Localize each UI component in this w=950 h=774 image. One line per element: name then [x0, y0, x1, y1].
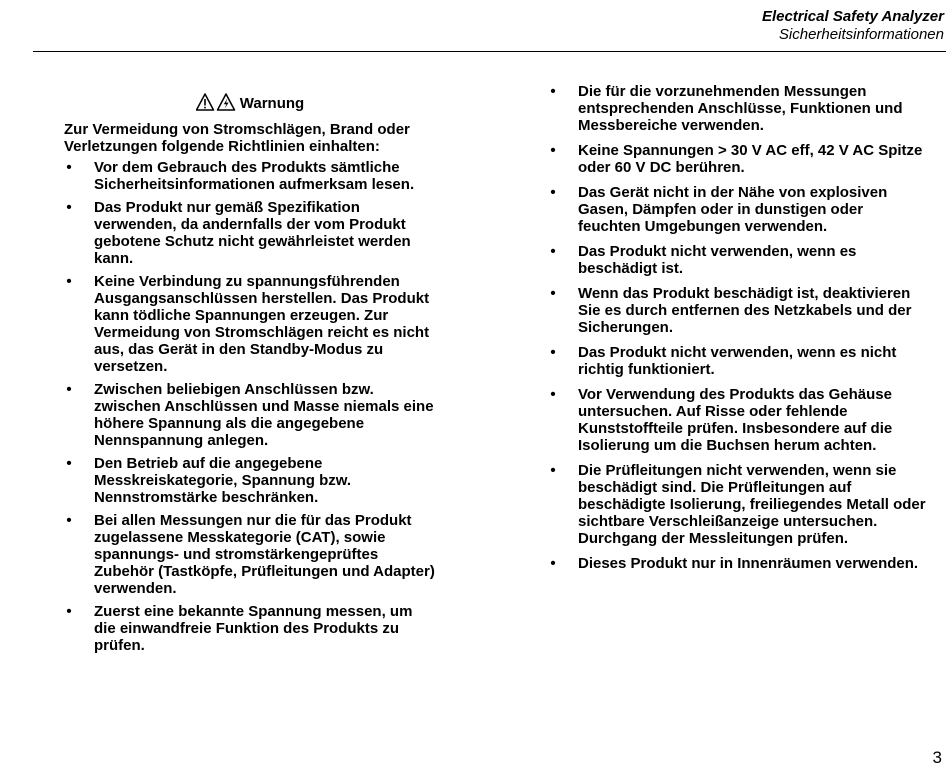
list-item-text: Keine Verbindung zu spannungsführenden Ausgangsanschlüssen herstellen. Das Produkt kann tödliche Spannungen erzeugen. Zur Vermeidung von Stromschlägen reicht es nicht aus, das Gerät in den Standby-Modus zu versetzen.: [94, 273, 430, 375]
list-item: [548, 243, 928, 277]
list-item: [64, 512, 436, 597]
bullet-icon: •: [66, 603, 72, 620]
warning-heading: [64, 93, 436, 115]
bullet-icon: •: [550, 344, 556, 361]
list-item-text: Die für die vorzunehmenden Messungen entsprechenden Anschlüsse, Funktionen und Messbereiche verwenden.: [578, 83, 903, 134]
list-item-text: Dieses Produkt nur in Innenräumen verwenden.: [578, 555, 919, 572]
list-item: [548, 344, 928, 378]
bullet-icon: •: [550, 285, 556, 302]
right-warning-list: [548, 83, 928, 572]
list-item-text: Vor dem Gebrauch des Produkts sämtliche Sicherheitsinformationen aufmerksam lesen.: [94, 159, 415, 193]
list-item-text: Wenn das Produkt beschädigt ist, deaktivieren Sie es durch entfernen des Netzkabels und der Sicherungen.: [578, 285, 912, 336]
list-item: [548, 142, 928, 176]
list-item-text: Bei allen Messungen nur die für das Produkt zugelassene Messkategorie (CAT), sowie spannungs- und stromstärkengeprüftes Zubehör (Tastköpfe, Prüfleitungen und Adapter) verwenden.: [94, 512, 435, 597]
list-item-text: Das Produkt nicht verwenden, wenn es beschädigt ist.: [578, 243, 857, 277]
bullet-icon: •: [550, 462, 556, 479]
bullet-icon: •: [550, 184, 556, 201]
bullet-icon: •: [66, 512, 72, 529]
bullet-icon: •: [66, 455, 72, 472]
header-title: Electrical Safety Analyzer: [761, 8, 944, 25]
left-warning-list: [64, 159, 436, 654]
page-number: 3: [932, 748, 942, 767]
high-voltage-warning-icon: [217, 94, 234, 110]
list-item-text: Das Gerät nicht in der Nähe von explosiven Gasen, Dämpfen oder in dunstigen oder feuchten Umgebungen verwenden.: [578, 184, 888, 235]
list-item: [548, 555, 928, 572]
left-column: [64, 93, 436, 660]
page-header: [762, 8, 944, 44]
warning-intro: Zur Vermeidung von Stromschlägen, Brand oder Verletzungen folgende Richtlinien einhalten:: [64, 121, 410, 155]
bullet-icon: •: [66, 381, 72, 398]
bullet-icon: •: [550, 555, 556, 572]
list-item: [548, 386, 928, 454]
list-item-text: Die Prüfleitungen nicht verwenden, wenn sie beschädigt sind. Die Prüfleitungen auf beschädigte Isolierung, freiliegendes Metall oder sichtbare Verschleißanzeige untersuchen. Durchgang der Messleitungen prüfen.: [578, 462, 926, 547]
list-item-text: Den Betrieb auf die angegebene Messkreiskategorie, Spannung bzw. Nennstromstärke beschränken.: [94, 455, 352, 506]
bullet-icon: •: [550, 83, 556, 100]
list-item: [548, 83, 928, 134]
bullet-icon: •: [66, 159, 72, 176]
bullet-icon: •: [550, 386, 556, 403]
list-item-text: Zwischen beliebigen Anschlüssen bzw. zwischen Anschlüssen und Masse niemals eine höhere Spannung als die angegebene Nennspannung anlegen.: [94, 381, 434, 449]
bullet-icon: •: [550, 243, 556, 260]
bullet-icon: •: [66, 273, 72, 290]
list-item: [548, 462, 928, 547]
list-item-text: Keine Spannungen > 30 V AC eff, 42 V AC Spitze oder 60 V DC berühren.: [578, 142, 923, 176]
list-item-text: Das Produkt nur gemäß Spezifikation verwenden, da andernfalls der vom Produkt gebotene Schutz nicht gewährleistet werden kann.: [94, 199, 411, 267]
list-item-text: Zuerst eine bekannte Spannung messen, um die einwandfreie Funktion des Produkts zu prüfen.: [94, 603, 413, 654]
header-rule: [33, 51, 946, 52]
list-item: [64, 159, 436, 193]
list-item: [548, 184, 928, 235]
bullet-icon: •: [66, 199, 72, 216]
bullet-icon: •: [550, 142, 556, 159]
list-item-text: Das Produkt nicht verwenden, wenn es nicht richtig funktioniert.: [578, 344, 897, 378]
warning-triangle-icon: [196, 94, 213, 110]
list-item: [64, 381, 436, 449]
list-item: [64, 603, 436, 654]
list-item: [548, 285, 928, 336]
list-item: [64, 455, 436, 506]
list-item: [64, 199, 436, 267]
warning-title: Warnung: [239, 95, 305, 112]
header-subtitle: Sicherheitsinformationen: [778, 26, 944, 43]
list-item: [64, 273, 436, 375]
right-column: [548, 83, 928, 580]
warning-icons: [196, 93, 236, 115]
list-item-text: Vor Verwendung des Produkts das Gehäuse untersuchen. Auf Risse oder fehlende Kunststoffteile prüfen. Insbesondere auf die Isolierung um die Buchsen herum achten.: [578, 386, 893, 454]
